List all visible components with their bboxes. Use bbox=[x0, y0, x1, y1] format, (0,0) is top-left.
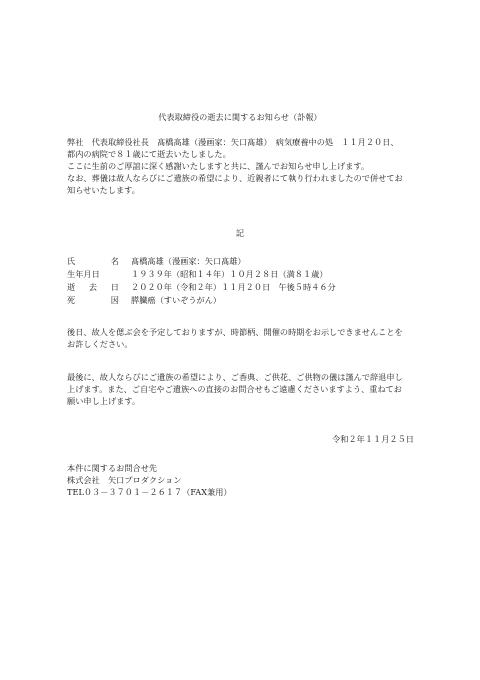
contact-phone: TEL０３－３７０１－２６１７（FAX兼用） bbox=[67, 487, 232, 497]
detail-value: 膵臓癌（すいぞうがん） bbox=[131, 295, 222, 305]
details-list bbox=[67, 255, 336, 307]
detail-label-char: 因 bbox=[110, 295, 119, 305]
detail-label bbox=[67, 294, 119, 307]
detail-value: １９３９年（昭和１４年）１０月２８日（満８１歳） bbox=[131, 269, 328, 279]
memorial-line: お許しください。 bbox=[67, 339, 133, 349]
request-line: 上げます。また、ご自宅やご遺族への直接のお問合せもご遠慮くださいますよう、重ねてお bbox=[67, 384, 402, 394]
detail-label bbox=[67, 268, 119, 281]
detail-label-char: 死 bbox=[67, 295, 76, 305]
request-paragraph bbox=[67, 371, 417, 407]
record-heading: 記 bbox=[235, 228, 245, 238]
detail-label-char: 逝 bbox=[67, 282, 76, 292]
intro-line: 弊社 代表取締役社長 髙橋髙雄（漫画家：矢口髙雄） 病気療養中の処 １１月２０日、 bbox=[67, 137, 399, 147]
detail-row-name bbox=[67, 255, 336, 268]
intro-line: ここに生前のご厚誼に深く感謝いたしますと共に、謹んでお知らせ申し上げます。 bbox=[67, 161, 370, 171]
detail-label-char: 去 bbox=[88, 282, 98, 292]
detail-row-birthdate bbox=[67, 268, 336, 281]
intro-line: 都内の病院で８１歳にて逝去いたしました。 bbox=[67, 149, 231, 159]
detail-value: ２０２０年（令和２年）１１月２０日 午後５時４６分 bbox=[131, 282, 336, 292]
detail-row-death-date bbox=[67, 281, 336, 294]
request-line: 願い申し上げます。 bbox=[67, 396, 141, 406]
document-date: 令和２年１１月２５日 bbox=[332, 434, 414, 444]
detail-label-char: 日 bbox=[110, 282, 119, 292]
detail-label-char: 生年月日 bbox=[67, 269, 100, 279]
memorial-paragraph bbox=[67, 326, 417, 350]
detail-value: 髙橋髙雄（漫画家：矢口髙雄） bbox=[131, 256, 246, 266]
contact-block bbox=[67, 462, 232, 498]
intro-line: 知らせいたします。 bbox=[67, 185, 140, 195]
document-title: 代表取締役の逝去に関するお知らせ（訃報） bbox=[158, 112, 322, 122]
detail-label bbox=[67, 255, 119, 268]
contact-heading: 本件に関するお問合せ先 bbox=[67, 463, 158, 473]
intro-paragraph bbox=[67, 136, 417, 196]
detail-label-char: 名 bbox=[110, 256, 119, 266]
intro-line: なお、葬儀は故人ならびにご遺族の希望により、近親者にて執り行われましたので併せてお bbox=[67, 173, 403, 183]
memorial-line: 後日、故人を偲ぶ会を予定しておりますが、時節柄、開催の時期をお示しできませんことを bbox=[67, 327, 403, 337]
detail-row-cause bbox=[67, 294, 336, 307]
request-line: 最後に、故人ならびにご遺族の希望により、ご香典、ご供花、ご供物の儀は謹んで辞退申し bbox=[67, 372, 403, 382]
detail-label-char: 氏 bbox=[67, 256, 76, 266]
detail-label bbox=[67, 281, 119, 294]
contact-company: 株式会社 矢口プロダクション bbox=[67, 475, 182, 485]
